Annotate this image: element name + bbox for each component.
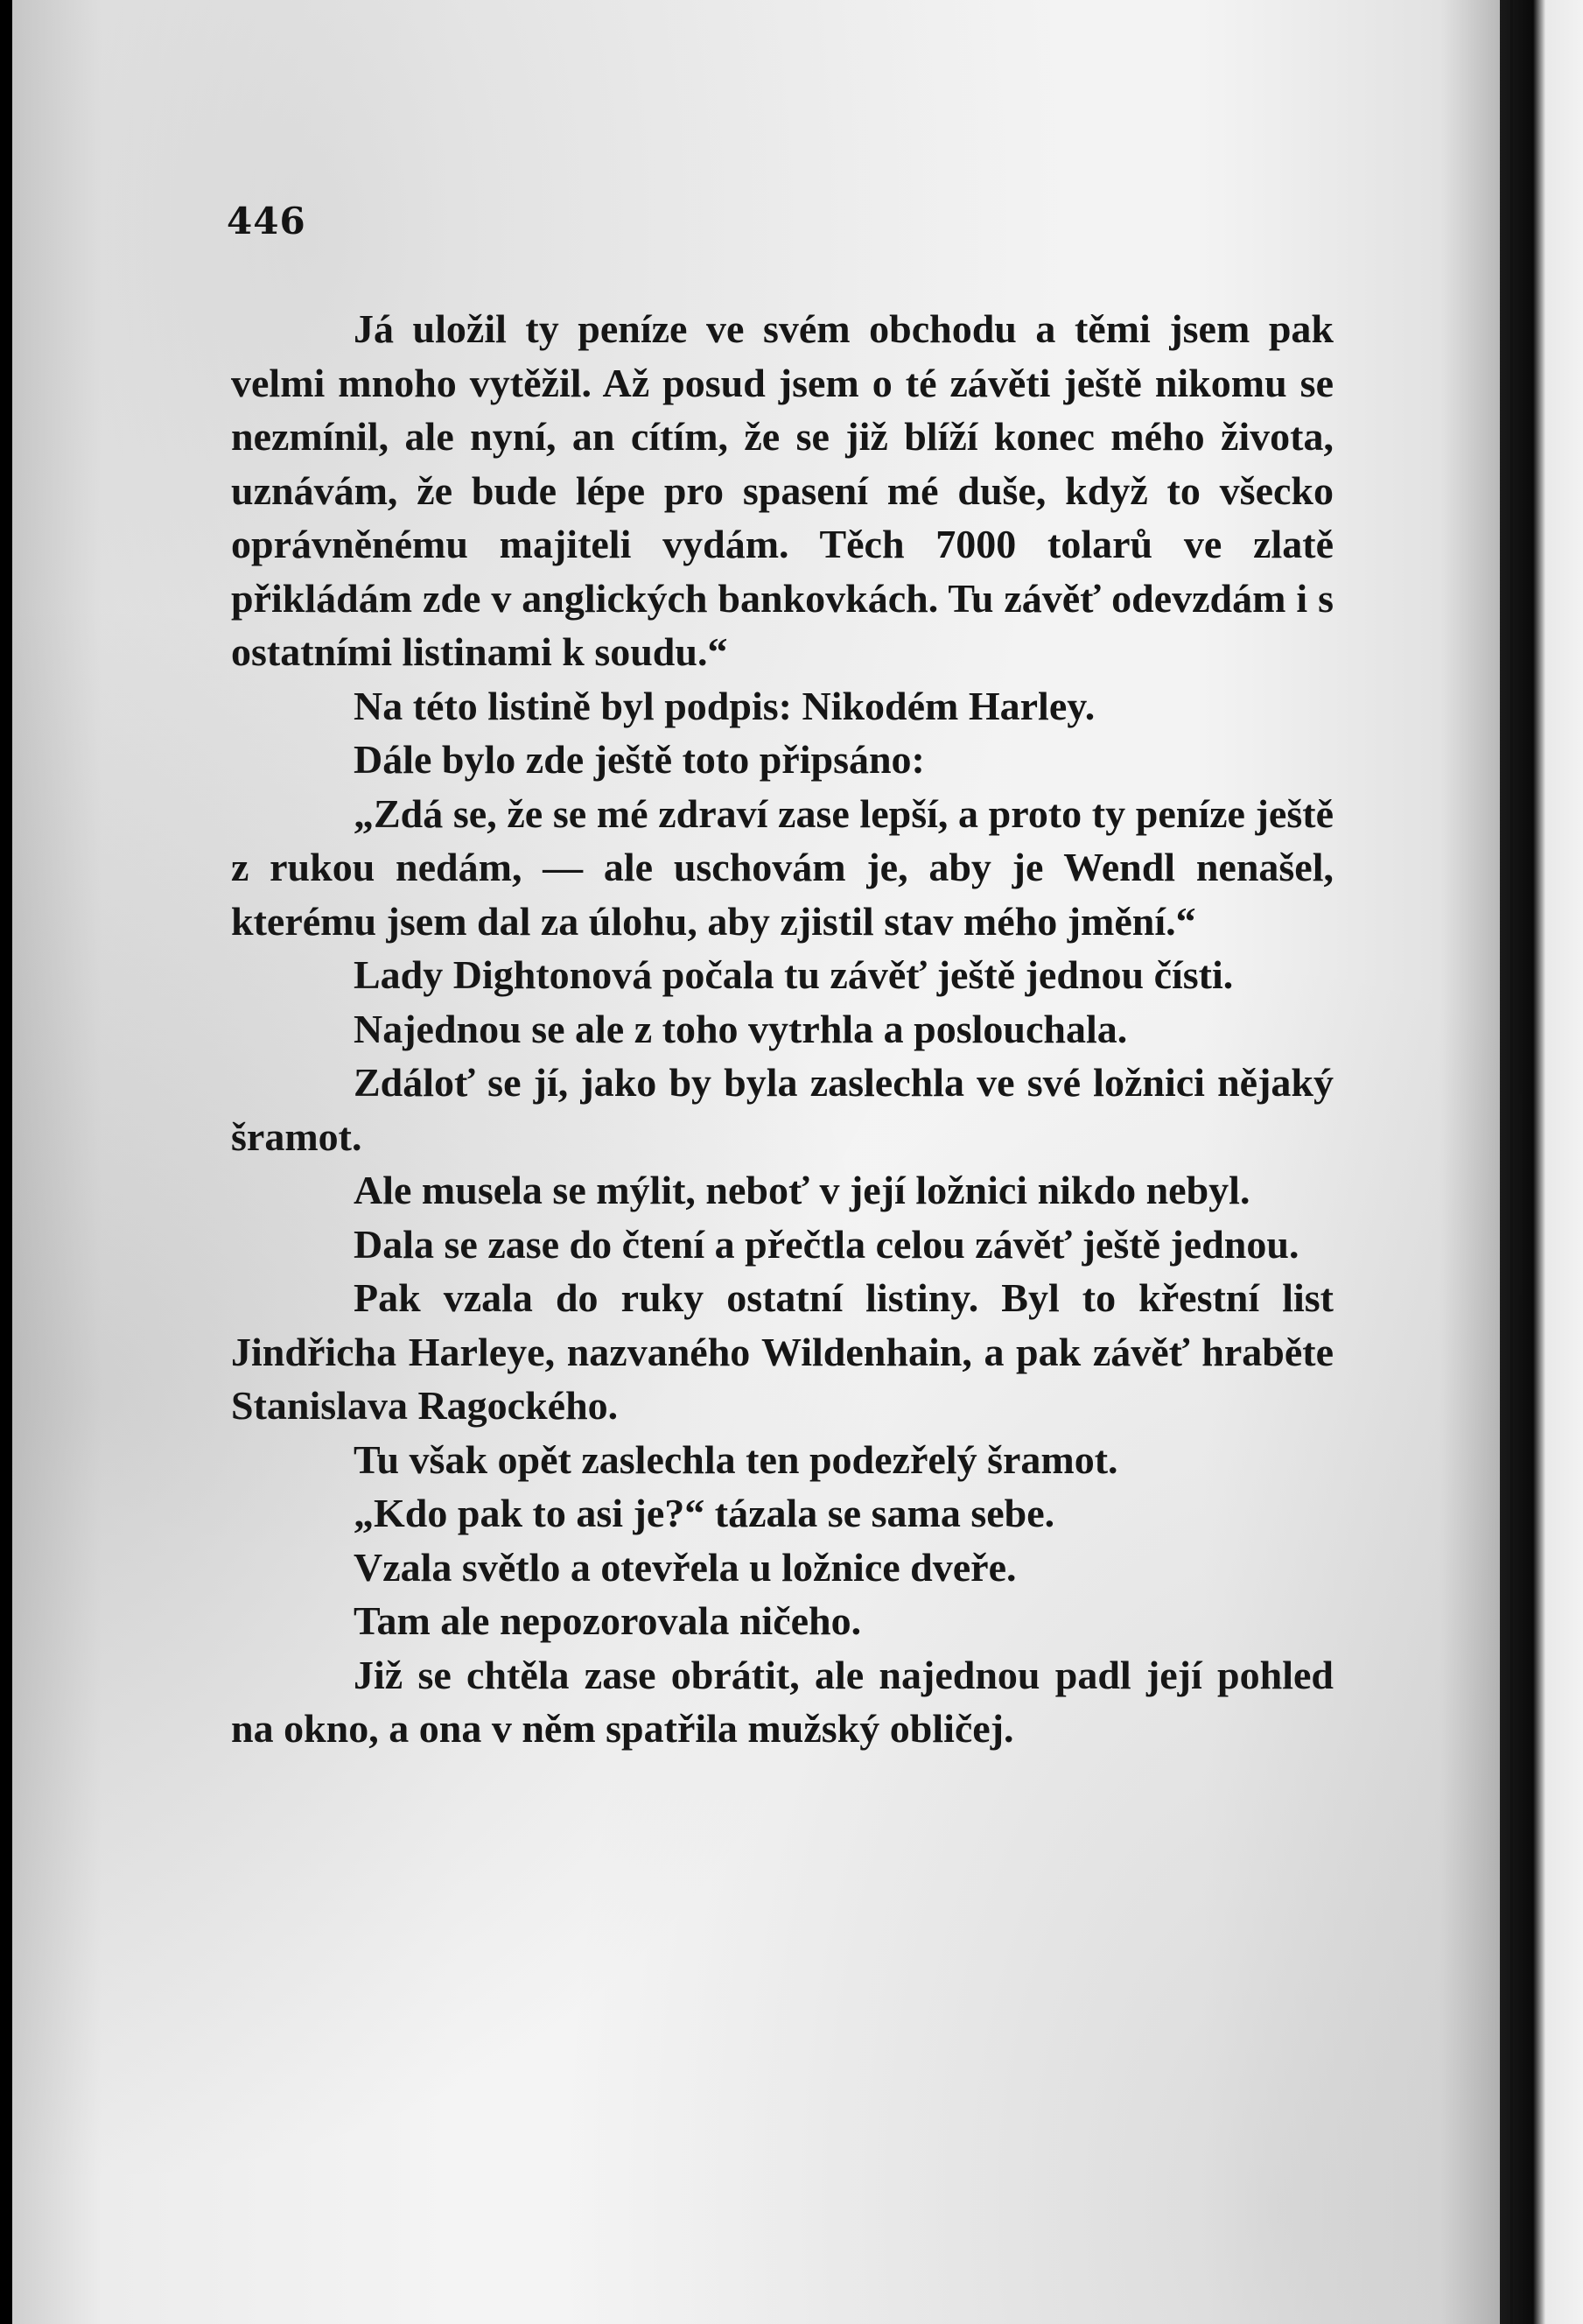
paragraph: Já uložil ty peníze ve svém obchodu a těmi jsem pak velmi mnoho vytěžil. Až posud jsem o té závěti ještě nikomu se nezmínil, ale nyní, an cítím, že se již blíží konec mého života, uznávám, že bude lépe pro spasení mé duše, když to všecko oprávněnému majiteli vydám. Těch 7000 tolarů ve zlatě přikládám zde v anglických bankovkách. Tu závěť odevzdám i s ostatními listinami k soudu.“ (231, 306, 1334, 674)
paragraph: Na této listině byl podpis: Nikodém Harley. (354, 683, 1096, 728)
paragraph: Tu však opět zaslechla ten podezřelý šramot. (354, 1436, 1118, 1482)
paragraph: Tam ale nepozorovala ničeho. (354, 1598, 862, 1643)
paragraph: Lady Dightonová počala tu závěť ještě jednou čísti. (354, 952, 1234, 997)
paragraph: Dále bylo zde ještě toto připsáno: (354, 737, 925, 782)
paragraph: Najednou se ale z toho vytrhla a poslouchala. (354, 1006, 1128, 1051)
paragraph: Zdáloť se jí, jako by byla zaslechla ve své ložnici nějaký šramot. (231, 1060, 1334, 1159)
paragraph: Ale musela se mýlit, neboť v její ložnici nikdo nebyl. (354, 1168, 1250, 1212)
paragraph: Pak vzala do ruky ostatní listiny. Byl to křestní list Jindřicha Harleye, nazvaného Wildenhain, a pak závěť hraběte Stanislava Ragockého. (231, 1275, 1334, 1428)
paragraph: Již se chtěla zase obrátit, ale najednou padl její pohled na okno, a ona v něm spatřila mužský obličej. (231, 1652, 1334, 1751)
paragraph: Dala se zase do čtení a přečtla celou závěť ještě jednou. (354, 1221, 1299, 1267)
gutter-edge-line (1519, 1094, 1522, 1295)
page-body (231, 302, 1334, 1756)
binding-gutter (1500, 0, 1583, 2324)
gutter-edge-line (1510, 0, 1513, 2324)
page-number: 446 (227, 200, 306, 242)
paragraph: „Zdá se, že se mé zdraví zase lepší, a proto ty peníze ještě z rukou nedám, — ale uschovám je, aby je Wendl nenašel, kterému jsem dal za úlohu, aby zjistil stav mého jmění.“ (231, 790, 1334, 944)
paragraph: Vzala světlo a otevřela u ložnice dveře. (354, 1544, 1017, 1590)
book-page (12, 0, 1500, 2324)
paragraph: „Kdo pak to asi je?“ tázala se sama sebe. (354, 1491, 1055, 1535)
